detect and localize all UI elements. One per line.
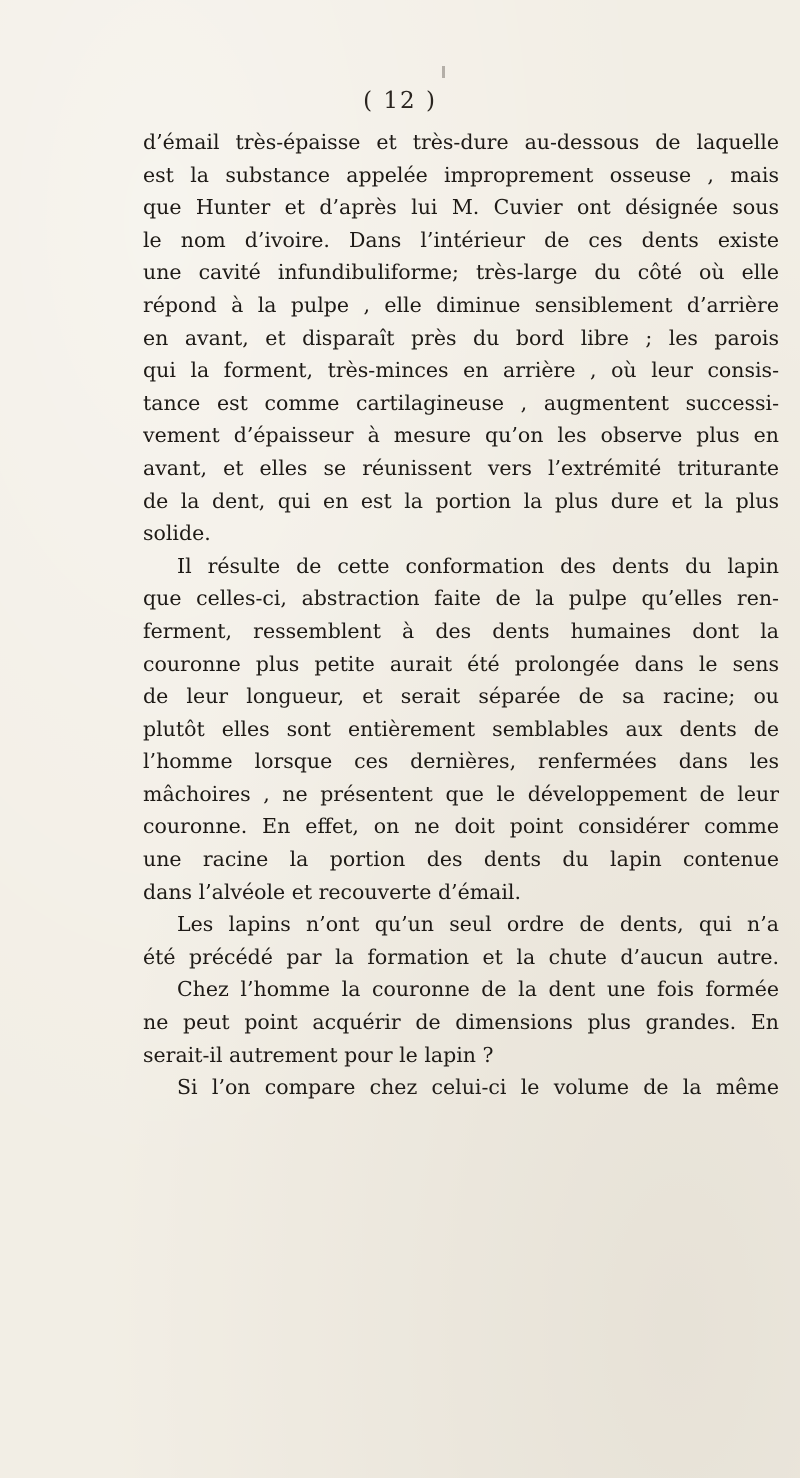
text-line: serait-il autrement pour le lapin ?: [143, 1042, 494, 1067]
text-line: d’émail très-épaisse et très-dure au-dessous de laquelle: [143, 130, 779, 154]
text-line: de leur longueur, et serait séparée de sa racine; ou: [143, 684, 779, 709]
text-line: Les lapins n’ont qu’un seul ordre de dents, qui n’a: [177, 912, 779, 937]
text-line: l’homme lorsque ces dernières, renfermées dans les: [143, 749, 779, 774]
text-line: que Hunter et d’après lui M. Cuvier ont désignée sous: [143, 195, 779, 220]
text-line: est la substance appelée improprement osseuse , mais: [143, 162, 779, 187]
text-line: une cavité infundibuliforme; très-large du côté où elle: [143, 260, 779, 285]
text-line: vement d’épaisseur à mesure qu’on les observe plus en: [143, 423, 779, 448]
text-line: que celles-ci, abstraction faite de la pulpe qu’elles ren-: [143, 586, 779, 611]
text-line: ne peut point acquérir de dimensions plus grandes. En: [143, 1010, 779, 1035]
text-line: le nom d’ivoire. Dans l’intérieur de ces dents existe: [143, 227, 779, 252]
text-line: été précédé par la formation et la chute d’aucun autre.: [143, 944, 779, 969]
page-number: ( 12 ): [363, 88, 437, 114]
text-line: ferment, ressemblent à des dents humaines dont la: [143, 618, 779, 643]
text-line: une racine la portion des dents du lapin contenue: [143, 847, 779, 872]
text-line: couronne plus petite aurait été prolongée dans le sens: [143, 651, 779, 676]
paper-mark: [442, 66, 445, 78]
text-line: Il résulte de cette conformation des dents du lapin: [177, 553, 779, 578]
text-line: plutôt elles sont entièrement semblables aux dents de: [143, 716, 779, 741]
body-text: [143, 126, 779, 1104]
text-line: tance est comme cartilagineuse , augmentent successi-: [143, 390, 779, 415]
text-line: Si l’on compare chez celui-ci le volume de la même: [177, 1075, 779, 1100]
text-line: avant, et elles se réunissent vers l’extrémité triturante: [143, 455, 779, 480]
text-line: dans l’alvéole et recouverte d’émail.: [143, 879, 521, 904]
text-line: répond à la pulpe , elle diminue sensiblement d’arrière: [143, 292, 779, 317]
text-line: solide.: [143, 521, 211, 546]
text-line: qui la forment, très-minces en arrière , où leur consis-: [143, 358, 779, 383]
text-line: couronne. En effet, on ne doit point considérer comme: [143, 814, 779, 839]
text-line: de la dent, qui en est la portion la plus dure et la plus: [143, 488, 779, 513]
text-line: en avant, et disparaît près du bord libre ; les parois: [143, 325, 779, 350]
text-line: mâchoires , ne présentent que le développement de leur: [143, 781, 779, 806]
text-line: Chez l’homme la couronne de la dent une fois formée: [177, 977, 779, 1002]
